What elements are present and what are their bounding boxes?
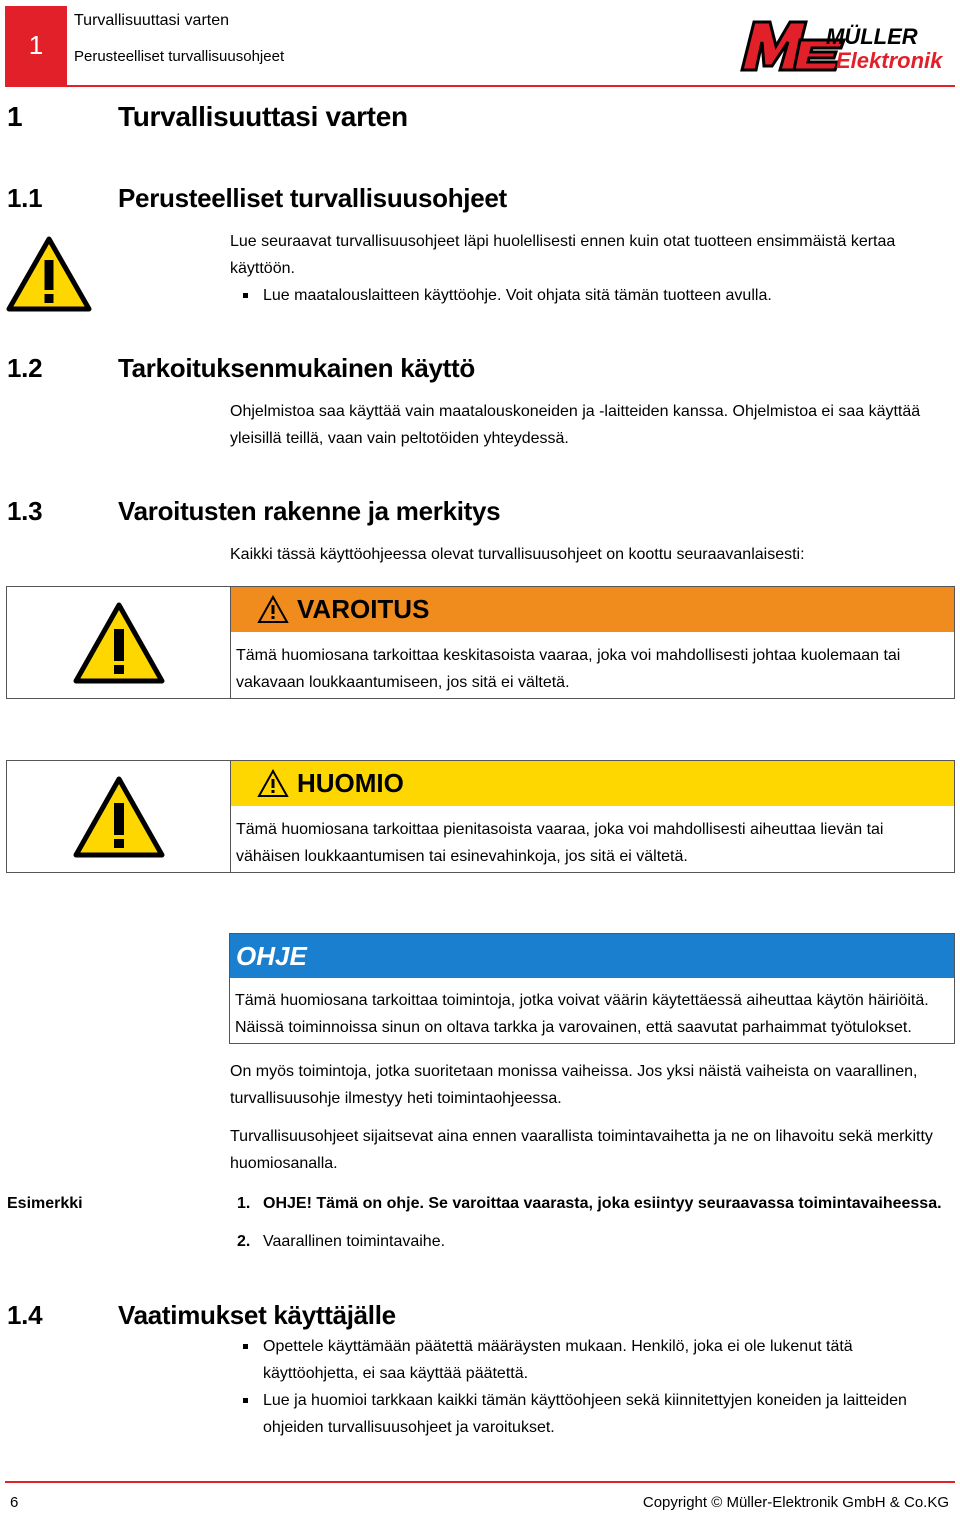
paragraph-2-line1: Turvallisuusohjeet sijaitsevat aina ennen vaarallista toimintavaihetta ja ne on lihavoitu sekä merkitty bbox=[230, 1128, 933, 1145]
section-1-4-bullet2-line1: Lue ja huomioi tarkkaan kaikki tämän käyttöohjeen sekä kiinnitettyjen koneiden ja laitteiden bbox=[263, 1392, 907, 1409]
step-number: 2. bbox=[237, 1233, 251, 1250]
section-1-2-number: 1.2 bbox=[7, 353, 43, 383]
bullet-marker bbox=[243, 1344, 248, 1349]
example-label: Esimerkki bbox=[7, 1195, 83, 1212]
section-1-3-title: Varoitusten rakenne ja merkitys bbox=[118, 496, 501, 526]
warning-box-icon-cell bbox=[7, 587, 231, 698]
section-1-3-number: 1.3 bbox=[7, 496, 43, 526]
section-1-1-intro: Lue seuraavat turvallisuusohjeet läpi huolellisesti ennen kuin otat tuotteen ensimmäistä kertaa bbox=[230, 233, 896, 250]
step-number: 1. bbox=[237, 1195, 251, 1212]
section-1-4-bullet1-line2: käyttöohjetta, ei saa käyttää päätettä. bbox=[263, 1365, 529, 1382]
paragraph-1-line1: On myös toimintoja, jotka suoritetaan monissa vaiheissa. Jos yksi näistä vaiheista on vaarallinen, bbox=[230, 1063, 918, 1080]
bullet-marker bbox=[243, 1398, 248, 1403]
small-warning-icon bbox=[257, 769, 289, 798]
logo-text-muller: MÜLLER bbox=[826, 24, 918, 49]
step-text: OHJE! Tämä on ohje. Se varoittaa vaarasta, joka esiintyy seuraavassa toimintavaiheessa. bbox=[263, 1195, 942, 1212]
section-1-4-title: Vaatimukset käyttäjälle bbox=[118, 1300, 396, 1330]
header-rule bbox=[5, 85, 955, 87]
chapter-number-box bbox=[5, 6, 67, 85]
paragraph-1-line2: turvallisuusohje ilmestyy heti toimintaohjeessa. bbox=[230, 1090, 562, 1107]
page-number: 6 bbox=[10, 1494, 19, 1511]
warning-triangle-icon bbox=[72, 601, 166, 685]
caution-box bbox=[6, 760, 955, 873]
section-1-1-number: 1.1 bbox=[7, 183, 43, 213]
note-box bbox=[229, 933, 955, 1044]
caution-box-icon-cell bbox=[7, 761, 231, 872]
logo-text-elektronik: Elektronik bbox=[836, 48, 943, 73]
header-title: Turvallisuuttasi varten bbox=[74, 12, 230, 29]
section-1-1-bullet: Lue maatalouslaitteen käyttöohje. Voit ohjata sitä tämän tuotteen avulla. bbox=[263, 287, 772, 304]
header-subtitle: Perusteelliset turvallisuusohjeet bbox=[74, 48, 285, 65]
section-1-1-intro-cont: käyttöön. bbox=[230, 260, 295, 277]
note-text-line2: Näissä toiminnoissa sinun on oltava tarkka ja varovainen, että saavutat parhaimmat työtulokset. bbox=[235, 1019, 912, 1036]
note-text-line1: Tämä huomiosana tarkoittaa toimintoja, jotka voivat väärin käytettäessä aiheuttaa käytön häiriöitä. bbox=[235, 992, 929, 1009]
warning-triangle-icon bbox=[72, 775, 166, 859]
section-1-4-number: 1.4 bbox=[7, 1300, 43, 1330]
warning-label: VAROITUS bbox=[297, 594, 430, 624]
caution-band bbox=[231, 761, 954, 806]
note-label: OHJE bbox=[236, 940, 307, 971]
copyright-text: Copyright © Müller-Elektronik GmbH & Co.KG bbox=[642, 1494, 949, 1511]
warning-text-line2: vakavaan loukkaantumiseen, jos sitä ei vältetä. bbox=[236, 674, 570, 691]
company-logo bbox=[740, 14, 948, 76]
caution-text-line2: vähäisen loukkaantumisen tai esinevahinkoja, jos sitä ei vältetä. bbox=[236, 848, 688, 865]
note-band bbox=[230, 934, 954, 978]
bullet-marker bbox=[243, 293, 248, 298]
section-1-4-bullet2-line2: ohjeiden turvallisuusohjeet ja varoitukset. bbox=[263, 1419, 555, 1436]
warning-band bbox=[231, 587, 954, 632]
chapter-heading-number: 1 bbox=[7, 101, 23, 132]
chapter-heading-title: Turvallisuuttasi varten bbox=[118, 101, 408, 132]
caution-label: HUOMIO bbox=[297, 768, 404, 798]
section-1-3-intro: Kaikki tässä käyttöohjeessa olevat turvallisuusohjeet on koottu seuraavanlaisesti: bbox=[230, 546, 805, 563]
warning-box bbox=[6, 586, 955, 699]
warning-text-line1: Tämä huomiosana tarkoittaa keskitasoista vaaraa, joka voi mahdollisesti johtaa kuolemaan tai bbox=[236, 647, 901, 664]
caution-text-line1: Tämä huomiosana tarkoittaa pienitasoista vaaraa, joka voi mahdollisesti aiheuttaa lievän tai bbox=[236, 821, 884, 838]
step-text: Vaarallinen toimintavaihe. bbox=[263, 1233, 446, 1250]
section-1-2-line1: Ohjelmistoa saa käyttää vain maatalouskoneiden ja -laitteiden kanssa. Ohjelmistoa ei saa käyttää bbox=[230, 403, 921, 420]
footer-rule bbox=[5, 1481, 955, 1483]
chapter-number: 1 bbox=[28, 30, 44, 60]
paragraph-2-line2: huomiosanalla. bbox=[230, 1155, 338, 1172]
small-warning-icon bbox=[257, 595, 289, 624]
section-1-1-title: Perusteelliset turvallisuusohjeet bbox=[118, 183, 507, 213]
section-1-2-title: Tarkoituksenmukainen käyttö bbox=[118, 353, 475, 383]
warning-triangle-icon bbox=[6, 236, 92, 312]
section-1-2-line2: yleisillä teillä, vaan vain peltotöiden yhteydessä. bbox=[230, 430, 569, 447]
section-1-4-bullet1-line1: Opettele käyttämään päätettä määräysten mukaan. Henkilö, joka ei ole lukenut tätä bbox=[263, 1338, 853, 1355]
